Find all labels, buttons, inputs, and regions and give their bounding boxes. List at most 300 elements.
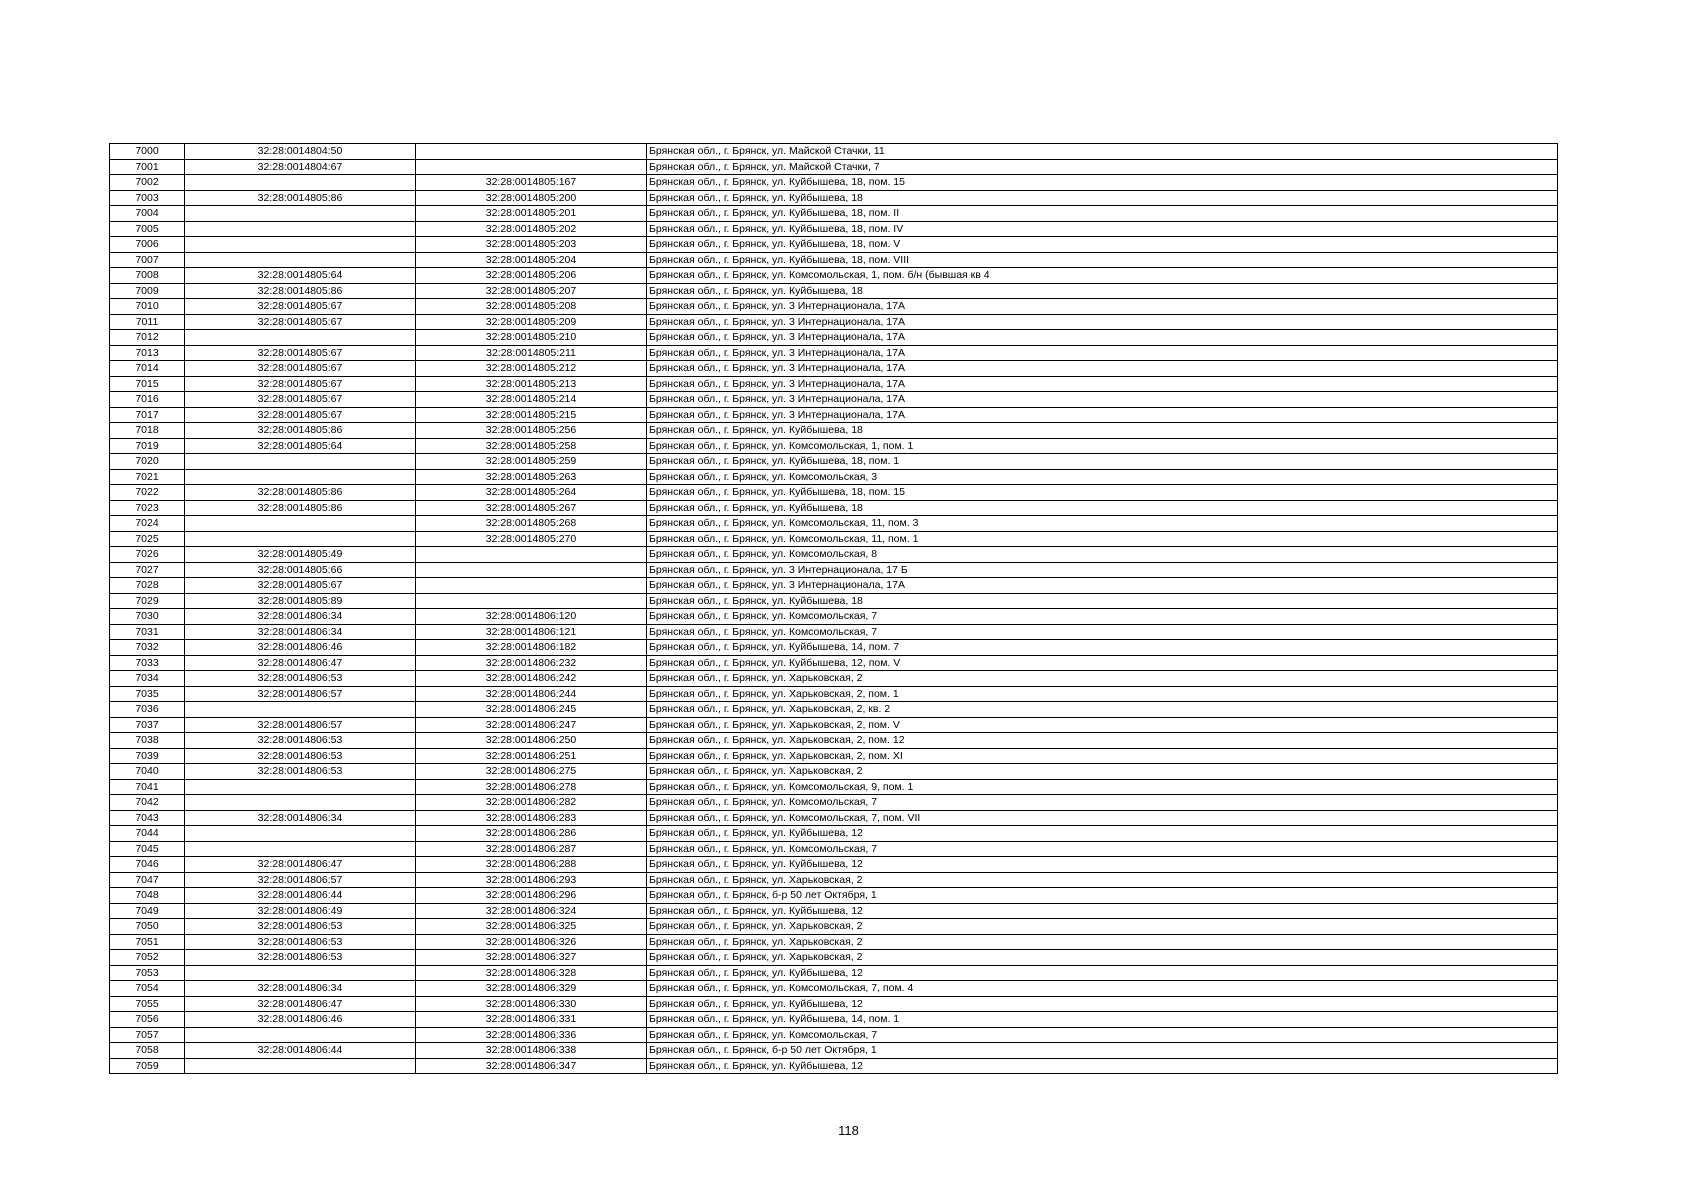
- table-row: [110, 1012, 1558, 1028]
- table-row: [110, 237, 1558, 253]
- address-cell: Брянская обл., г. Брянск, ул. Куйбышева, 18, пом. II: [647, 206, 1558, 222]
- address-cell: Брянская обл., г. Брянск, ул. Харьковская, 2, кв. 2: [647, 702, 1558, 718]
- object-cadastral-number-cell: 32:28:0014805:264: [416, 485, 647, 501]
- address-cell: Брянская обл., г. Брянск, ул. Комсомольская, 1, пом. б/н (бывшая кв 4: [647, 268, 1558, 284]
- object-cadastral-number-cell: 32:28:0014806:347: [416, 1058, 647, 1074]
- row-number-cell: 7029: [110, 593, 185, 609]
- object-cadastral-number-cell: 32:28:0014806:275: [416, 764, 647, 780]
- table-row: [110, 423, 1558, 439]
- row-number-cell: 7016: [110, 392, 185, 408]
- object-cadastral-number-cell: 32:28:0014806:296: [416, 888, 647, 904]
- table-row: [110, 609, 1558, 625]
- address-cell: Брянская обл., г. Брянск, ул. 3 Интернационала, 17А: [647, 330, 1558, 346]
- registry-table-body: [110, 144, 1558, 1074]
- address-cell: Брянская обл., г. Брянск, ул. Куйбышева, 18, пом. IV: [647, 221, 1558, 237]
- table-row: [110, 919, 1558, 935]
- address-cell: Брянская обл., г. Брянск, ул. Куйбышева, 18: [647, 500, 1558, 516]
- land-cadastral-number-cell: 32:28:0014806:53: [185, 919, 416, 935]
- land-cadastral-number-cell: 32:28:0014806:53: [185, 671, 416, 687]
- land-cadastral-number-cell: [185, 221, 416, 237]
- row-number-cell: 7019: [110, 438, 185, 454]
- object-cadastral-number-cell: 32:28:0014805:167: [416, 175, 647, 191]
- address-cell: Брянская обл., г. Брянск, ул. Харьковская, 2: [647, 919, 1558, 935]
- object-cadastral-number-cell: 32:28:0014805:206: [416, 268, 647, 284]
- address-cell: Брянская обл., г. Брянск, ул. Комсомольская, 3: [647, 469, 1558, 485]
- object-cadastral-number-cell: 32:28:0014806:278: [416, 779, 647, 795]
- object-cadastral-number-cell: 32:28:0014805:207: [416, 283, 647, 299]
- address-cell: Брянская обл., г. Брянск, ул. Комсомольская, 9, пом. 1: [647, 779, 1558, 795]
- land-cadastral-number-cell: 32:28:0014806:44: [185, 888, 416, 904]
- address-cell: Брянская обл., г. Брянск, ул. Харьковская, 2: [647, 934, 1558, 950]
- address-cell: Брянская обл., г. Брянск, ул. Куйбышева, 12: [647, 826, 1558, 842]
- land-cadastral-number-cell: 32:28:0014805:66: [185, 562, 416, 578]
- row-number-cell: 7031: [110, 624, 185, 640]
- address-cell: Брянская обл., г. Брянск, ул. Харьковская, 2, пом. 1: [647, 686, 1558, 702]
- land-cadastral-number-cell: [185, 206, 416, 222]
- row-number-cell: 7012: [110, 330, 185, 346]
- row-number-cell: 7003: [110, 190, 185, 206]
- object-cadastral-number-cell: 32:28:0014805:201: [416, 206, 647, 222]
- object-cadastral-number-cell: 32:28:0014806:338: [416, 1043, 647, 1059]
- address-cell: Брянская обл., г. Брянск, б-р 50 лет Октября, 1: [647, 888, 1558, 904]
- table-row: [110, 547, 1558, 563]
- address-cell: Брянская обл., г. Брянск, ул. Куйбышева, 18, пом. 15: [647, 175, 1558, 191]
- row-number-cell: 7059: [110, 1058, 185, 1074]
- table-row: [110, 996, 1558, 1012]
- row-number-cell: 7006: [110, 237, 185, 253]
- table-row: [110, 562, 1558, 578]
- land-cadastral-number-cell: 32:28:0014806:53: [185, 764, 416, 780]
- row-number-cell: 7051: [110, 934, 185, 950]
- land-cadastral-number-cell: 32:28:0014806:34: [185, 609, 416, 625]
- row-number-cell: 7002: [110, 175, 185, 191]
- land-cadastral-number-cell: 32:28:0014806:34: [185, 624, 416, 640]
- land-cadastral-number-cell: 32:28:0014805:86: [185, 485, 416, 501]
- land-cadastral-number-cell: 32:28:0014804:50: [185, 144, 416, 160]
- row-number-cell: 7040: [110, 764, 185, 780]
- land-cadastral-number-cell: [185, 965, 416, 981]
- address-cell: Брянская обл., г. Брянск, ул. 3 Интернационала, 17А: [647, 376, 1558, 392]
- table-row: [110, 268, 1558, 284]
- object-cadastral-number-cell: 32:28:0014806:288: [416, 857, 647, 873]
- row-number-cell: 7017: [110, 407, 185, 423]
- table-row: [110, 624, 1558, 640]
- table-row: [110, 950, 1558, 966]
- address-cell: Брянская обл., г. Брянск, ул. 3 Интернационала, 17А: [647, 314, 1558, 330]
- land-cadastral-number-cell: [185, 516, 416, 532]
- table-row: [110, 376, 1558, 392]
- object-cadastral-number-cell: 32:28:0014806:282: [416, 795, 647, 811]
- address-cell: Брянская обл., г. Брянск, ул. 3 Интернационала, 17 Б: [647, 562, 1558, 578]
- table-row: [110, 392, 1558, 408]
- table-row: [110, 795, 1558, 811]
- address-cell: Брянская обл., г. Брянск, ул. Куйбышева, 18: [647, 190, 1558, 206]
- row-number-cell: 7024: [110, 516, 185, 532]
- row-number-cell: 7004: [110, 206, 185, 222]
- address-cell: Брянская обл., г. Брянск, ул. Комсомольская, 7: [647, 624, 1558, 640]
- address-cell: Брянская обл., г. Брянск, ул. Харьковская, 2: [647, 764, 1558, 780]
- object-cadastral-number-cell: 32:28:0014806:336: [416, 1027, 647, 1043]
- row-number-cell: 7005: [110, 221, 185, 237]
- object-cadastral-number-cell: 32:28:0014805:213: [416, 376, 647, 392]
- land-cadastral-number-cell: [185, 469, 416, 485]
- address-cell: Брянская обл., г. Брянск, ул. 3 Интернационала, 17А: [647, 578, 1558, 594]
- address-cell: Брянская обл., г. Брянск, ул. Куйбышева, 14, пом. 7: [647, 640, 1558, 656]
- land-cadastral-number-cell: 32:28:0014806:57: [185, 872, 416, 888]
- address-cell: Брянская обл., г. Брянск, ул. Куйбышева, 18, пом. 15: [647, 485, 1558, 501]
- land-cadastral-number-cell: 32:28:0014805:67: [185, 407, 416, 423]
- land-cadastral-number-cell: 32:28:0014806:53: [185, 733, 416, 749]
- row-number-cell: 7047: [110, 872, 185, 888]
- table-row: [110, 748, 1558, 764]
- land-cadastral-number-cell: [185, 454, 416, 470]
- object-cadastral-number-cell: 32:28:0014806:250: [416, 733, 647, 749]
- table-row: [110, 686, 1558, 702]
- table-row: [110, 779, 1558, 795]
- object-cadastral-number-cell: 32:28:0014805:214: [416, 392, 647, 408]
- land-cadastral-number-cell: 32:28:0014805:86: [185, 283, 416, 299]
- table-row: [110, 733, 1558, 749]
- land-cadastral-number-cell: 32:28:0014805:67: [185, 314, 416, 330]
- object-cadastral-number-cell: 32:28:0014806:331: [416, 1012, 647, 1028]
- row-number-cell: 7053: [110, 965, 185, 981]
- land-cadastral-number-cell: 32:28:0014805:86: [185, 190, 416, 206]
- table-row: [110, 764, 1558, 780]
- object-cadastral-number-cell: 32:28:0014805:210: [416, 330, 647, 346]
- table-row: [110, 252, 1558, 268]
- table-row: [110, 640, 1558, 656]
- object-cadastral-number-cell: 32:28:0014805:256: [416, 423, 647, 439]
- land-cadastral-number-cell: 32:28:0014806:47: [185, 655, 416, 671]
- object-cadastral-number-cell: 32:28:0014805:209: [416, 314, 647, 330]
- object-cadastral-number-cell: 32:28:0014806:325: [416, 919, 647, 935]
- object-cadastral-number-cell: [416, 593, 647, 609]
- table-row: [110, 655, 1558, 671]
- object-cadastral-number-cell: 32:28:0014806:287: [416, 841, 647, 857]
- land-cadastral-number-cell: [185, 1058, 416, 1074]
- object-cadastral-number-cell: 32:28:0014806:329: [416, 981, 647, 997]
- table-row: [110, 934, 1558, 950]
- land-cadastral-number-cell: 32:28:0014806:34: [185, 981, 416, 997]
- table-row: [110, 345, 1558, 361]
- address-cell: Брянская обл., г. Брянск, ул. Куйбышева, 18, пом. 1: [647, 454, 1558, 470]
- object-cadastral-number-cell: 32:28:0014806:232: [416, 655, 647, 671]
- row-number-cell: 7028: [110, 578, 185, 594]
- address-cell: Брянская обл., г. Брянск, ул. Комсомольская, 1, пом. 1: [647, 438, 1558, 454]
- table-row: [110, 485, 1558, 501]
- row-number-cell: 7055: [110, 996, 185, 1012]
- table-row: [110, 469, 1558, 485]
- object-cadastral-number-cell: 32:28:0014806:286: [416, 826, 647, 842]
- land-cadastral-number-cell: 32:28:0014805:67: [185, 361, 416, 377]
- object-cadastral-number-cell: 32:28:0014806:328: [416, 965, 647, 981]
- row-number-cell: 7035: [110, 686, 185, 702]
- table-row: [110, 981, 1558, 997]
- row-number-cell: 7043: [110, 810, 185, 826]
- address-cell: Брянская обл., г. Брянск, ул. Куйбышева, 12: [647, 996, 1558, 1012]
- land-cadastral-number-cell: 32:28:0014806:57: [185, 686, 416, 702]
- object-cadastral-number-cell: 32:28:0014805:204: [416, 252, 647, 268]
- row-number-cell: 7014: [110, 361, 185, 377]
- row-number-cell: 7038: [110, 733, 185, 749]
- table-row: [110, 965, 1558, 981]
- object-cadastral-number-cell: 32:28:0014805:258: [416, 438, 647, 454]
- address-cell: Брянская обл., г. Брянск, ул. Майской Стачки, 11: [647, 144, 1558, 160]
- table-row: [110, 717, 1558, 733]
- land-cadastral-number-cell: 32:28:0014806:57: [185, 717, 416, 733]
- object-cadastral-number-cell: 32:28:0014805:267: [416, 500, 647, 516]
- address-cell: Брянская обл., г. Брянск, ул. Харьковская, 2, пом. V: [647, 717, 1558, 733]
- row-number-cell: 7032: [110, 640, 185, 656]
- row-number-cell: 7030: [110, 609, 185, 625]
- land-cadastral-number-cell: [185, 841, 416, 857]
- row-number-cell: 7021: [110, 469, 185, 485]
- object-cadastral-number-cell: 32:28:0014805:270: [416, 531, 647, 547]
- row-number-cell: 7052: [110, 950, 185, 966]
- table-row: [110, 190, 1558, 206]
- address-cell: Брянская обл., г. Брянск, ул. Харьковская, 2, пом. 12: [647, 733, 1558, 749]
- address-cell: Брянская обл., г. Брянск, ул. Комсомольская, 8: [647, 547, 1558, 563]
- row-number-cell: 7020: [110, 454, 185, 470]
- table-row: [110, 159, 1558, 175]
- row-number-cell: 7013: [110, 345, 185, 361]
- table-row: [110, 593, 1558, 609]
- object-cadastral-number-cell: 32:28:0014806:293: [416, 872, 647, 888]
- table-row: [110, 407, 1558, 423]
- land-cadastral-number-cell: [185, 702, 416, 718]
- address-cell: Брянская обл., г. Брянск, ул. Куйбышева, 18: [647, 283, 1558, 299]
- land-cadastral-number-cell: 32:28:0014805:67: [185, 299, 416, 315]
- row-number-cell: 7056: [110, 1012, 185, 1028]
- object-cadastral-number-cell: 32:28:0014806:283: [416, 810, 647, 826]
- address-cell: Брянская обл., г. Брянск, ул. Куйбышева, 18: [647, 423, 1558, 439]
- land-cadastral-number-cell: 32:28:0014805:89: [185, 593, 416, 609]
- row-number-cell: 7037: [110, 717, 185, 733]
- address-cell: Брянская обл., г. Брянск, ул. Куйбышева, 12: [647, 965, 1558, 981]
- table-row: [110, 872, 1558, 888]
- land-cadastral-number-cell: 32:28:0014804:67: [185, 159, 416, 175]
- object-cadastral-number-cell: 32:28:0014806:182: [416, 640, 647, 656]
- address-cell: Брянская обл., г. Брянск, ул. Куйбышева, 12: [647, 903, 1558, 919]
- row-number-cell: 7001: [110, 159, 185, 175]
- address-cell: Брянская обл., г. Брянск, ул. Комсомольская, 7: [647, 609, 1558, 625]
- row-number-cell: 7025: [110, 531, 185, 547]
- address-cell: Брянская обл., г. Брянск, ул. Комсомольская, 7: [647, 795, 1558, 811]
- land-cadastral-number-cell: 32:28:0014806:46: [185, 1012, 416, 1028]
- row-number-cell: 7042: [110, 795, 185, 811]
- object-cadastral-number-cell: 32:28:0014806:247: [416, 717, 647, 733]
- row-number-cell: 7018: [110, 423, 185, 439]
- row-number-cell: 7057: [110, 1027, 185, 1043]
- address-cell: Брянская обл., г. Брянск, б-р 50 лет Октября, 1: [647, 1043, 1558, 1059]
- land-cadastral-number-cell: 32:28:0014805:67: [185, 578, 416, 594]
- table-row: [110, 283, 1558, 299]
- address-cell: Брянская обл., г. Брянск, ул. Харьковская, 2: [647, 950, 1558, 966]
- address-cell: Брянская обл., г. Брянск, ул. 3 Интернационала, 17А: [647, 361, 1558, 377]
- row-number-cell: 7033: [110, 655, 185, 671]
- land-cadastral-number-cell: 32:28:0014805:86: [185, 500, 416, 516]
- address-cell: Брянская обл., г. Брянск, ул. Комсомольская, 7: [647, 1027, 1558, 1043]
- land-cadastral-number-cell: [185, 826, 416, 842]
- address-cell: Брянская обл., г. Брянск, ул. Комсомольская, 11, пом. 1: [647, 531, 1558, 547]
- table-row: [110, 826, 1558, 842]
- land-cadastral-number-cell: 32:28:0014806:53: [185, 748, 416, 764]
- address-cell: Брянская обл., г. Брянск, ул. Комсомольская, 7, пом. 4: [647, 981, 1558, 997]
- row-number-cell: 7023: [110, 500, 185, 516]
- address-cell: Брянская обл., г. Брянск, ул. Куйбышева, 12: [647, 857, 1558, 873]
- address-cell: Брянская обл., г. Брянск, ул. 3 Интернационала, 17А: [647, 299, 1558, 315]
- row-number-cell: 7046: [110, 857, 185, 873]
- registry-table: [109, 143, 1558, 1074]
- address-cell: Брянская обл., г. Брянск, ул. 3 Интернационала, 17А: [647, 345, 1558, 361]
- address-cell: Брянская обл., г. Брянск, ул. Куйбышева, 12: [647, 1058, 1558, 1074]
- object-cadastral-number-cell: 32:28:0014805:212: [416, 361, 647, 377]
- row-number-cell: 7034: [110, 671, 185, 687]
- row-number-cell: 7022: [110, 485, 185, 501]
- object-cadastral-number-cell: 32:28:0014805:268: [416, 516, 647, 532]
- address-cell: Брянская обл., г. Брянск, ул. Комсомольская, 11, пом. 3: [647, 516, 1558, 532]
- page-number: 118: [838, 1123, 859, 1138]
- row-number-cell: 7054: [110, 981, 185, 997]
- land-cadastral-number-cell: [185, 330, 416, 346]
- object-cadastral-number-cell: 32:28:0014805:211: [416, 345, 647, 361]
- table-row: [110, 888, 1558, 904]
- row-number-cell: 7011: [110, 314, 185, 330]
- object-cadastral-number-cell: [416, 562, 647, 578]
- table-row: [110, 841, 1558, 857]
- land-cadastral-number-cell: 32:28:0014805:64: [185, 268, 416, 284]
- table-row: [110, 438, 1558, 454]
- object-cadastral-number-cell: 32:28:0014805:208: [416, 299, 647, 315]
- address-cell: Брянская обл., г. Брянск, ул. 3 Интернационала, 17А: [647, 392, 1558, 408]
- object-cadastral-number-cell: 32:28:0014806:327: [416, 950, 647, 966]
- row-number-cell: 7027: [110, 562, 185, 578]
- object-cadastral-number-cell: [416, 547, 647, 563]
- land-cadastral-number-cell: 32:28:0014806:47: [185, 857, 416, 873]
- object-cadastral-number-cell: 32:28:0014805:200: [416, 190, 647, 206]
- address-cell: Брянская обл., г. Брянск, ул. Харьковская, 2, пом. XI: [647, 748, 1558, 764]
- object-cadastral-number-cell: 32:28:0014806:120: [416, 609, 647, 625]
- table-row: [110, 1027, 1558, 1043]
- land-cadastral-number-cell: [185, 252, 416, 268]
- table-row: [110, 1058, 1558, 1074]
- land-cadastral-number-cell: 32:28:0014805:67: [185, 392, 416, 408]
- table-row: [110, 221, 1558, 237]
- object-cadastral-number-cell: 32:28:0014806:244: [416, 686, 647, 702]
- object-cadastral-number-cell: 32:28:0014805:202: [416, 221, 647, 237]
- row-number-cell: 7039: [110, 748, 185, 764]
- object-cadastral-number-cell: 32:28:0014805:215: [416, 407, 647, 423]
- table-row: [110, 671, 1558, 687]
- table-row: [110, 330, 1558, 346]
- table-row: [110, 516, 1558, 532]
- row-number-cell: 7000: [110, 144, 185, 160]
- row-number-cell: 7048: [110, 888, 185, 904]
- table-row: [110, 857, 1558, 873]
- object-cadastral-number-cell: 32:28:0014806:245: [416, 702, 647, 718]
- address-cell: Брянская обл., г. Брянск, ул. Майской Стачки, 7: [647, 159, 1558, 175]
- land-cadastral-number-cell: 32:28:0014805:64: [185, 438, 416, 454]
- table-row: [110, 810, 1558, 826]
- land-cadastral-number-cell: 32:28:0014806:47: [185, 996, 416, 1012]
- land-cadastral-number-cell: [185, 531, 416, 547]
- object-cadastral-number-cell: 32:28:0014806:121: [416, 624, 647, 640]
- land-cadastral-number-cell: [185, 779, 416, 795]
- address-cell: Брянская обл., г. Брянск, ул. Куйбышева, 18, пом. VIII: [647, 252, 1558, 268]
- object-cadastral-number-cell: 32:28:0014805:263: [416, 469, 647, 485]
- land-cadastral-number-cell: [185, 175, 416, 191]
- address-cell: Брянская обл., г. Брянск, ул. Комсомольская, 7: [647, 841, 1558, 857]
- row-number-cell: 7058: [110, 1043, 185, 1059]
- table-row: [110, 206, 1558, 222]
- row-number-cell: 7009: [110, 283, 185, 299]
- land-cadastral-number-cell: 32:28:0014805:67: [185, 376, 416, 392]
- row-number-cell: 7015: [110, 376, 185, 392]
- table-row: [110, 454, 1558, 470]
- object-cadastral-number-cell: 32:28:0014805:203: [416, 237, 647, 253]
- address-cell: Брянская обл., г. Брянск, ул. Куйбышева, 18: [647, 593, 1558, 609]
- land-cadastral-number-cell: [185, 1027, 416, 1043]
- address-cell: Брянская обл., г. Брянск, ул. Куйбышева, 18, пом. V: [647, 237, 1558, 253]
- land-cadastral-number-cell: 32:28:0014806:53: [185, 950, 416, 966]
- address-cell: Брянская обл., г. Брянск, ул. Куйбышева, 14, пом. 1: [647, 1012, 1558, 1028]
- address-cell: Брянская обл., г. Брянск, ул. 3 Интернационала, 17А: [647, 407, 1558, 423]
- address-cell: Брянская обл., г. Брянск, ул. Харьковская, 2: [647, 671, 1558, 687]
- row-number-cell: 7010: [110, 299, 185, 315]
- table-row: [110, 702, 1558, 718]
- row-number-cell: 7045: [110, 841, 185, 857]
- land-cadastral-number-cell: 32:28:0014805:86: [185, 423, 416, 439]
- land-cadastral-number-cell: 32:28:0014806:44: [185, 1043, 416, 1059]
- table-row: [110, 500, 1558, 516]
- address-cell: Брянская обл., г. Брянск, ул. Харьковская, 2: [647, 872, 1558, 888]
- object-cadastral-number-cell: [416, 578, 647, 594]
- table-row: [110, 314, 1558, 330]
- row-number-cell: 7036: [110, 702, 185, 718]
- table-row: [110, 299, 1558, 315]
- row-number-cell: 7050: [110, 919, 185, 935]
- address-cell: Брянская обл., г. Брянск, ул. Куйбышева, 12, пом. V: [647, 655, 1558, 671]
- table-row: [110, 144, 1558, 160]
- table-row: [110, 578, 1558, 594]
- row-number-cell: 7041: [110, 779, 185, 795]
- row-number-cell: 7044: [110, 826, 185, 842]
- table-row: [110, 531, 1558, 547]
- land-cadastral-number-cell: [185, 237, 416, 253]
- table-row: [110, 361, 1558, 377]
- row-number-cell: 7007: [110, 252, 185, 268]
- row-number-cell: 7008: [110, 268, 185, 284]
- table-row: [110, 1043, 1558, 1059]
- land-cadastral-number-cell: 32:28:0014806:34: [185, 810, 416, 826]
- object-cadastral-number-cell: 32:28:0014806:251: [416, 748, 647, 764]
- address-cell: Брянская обл., г. Брянск, ул. Комсомольская, 7, пом. VII: [647, 810, 1558, 826]
- row-number-cell: 7049: [110, 903, 185, 919]
- object-cadastral-number-cell: 32:28:0014806:242: [416, 671, 647, 687]
- object-cadastral-number-cell: 32:28:0014806:330: [416, 996, 647, 1012]
- land-cadastral-number-cell: 32:28:0014805:67: [185, 345, 416, 361]
- land-cadastral-number-cell: 32:28:0014806:53: [185, 934, 416, 950]
- object-cadastral-number-cell: 32:28:0014806:326: [416, 934, 647, 950]
- land-cadastral-number-cell: [185, 795, 416, 811]
- object-cadastral-number-cell: [416, 144, 647, 160]
- land-cadastral-number-cell: 32:28:0014805:49: [185, 547, 416, 563]
- object-cadastral-number-cell: 32:28:0014805:259: [416, 454, 647, 470]
- row-number-cell: 7026: [110, 547, 185, 563]
- table-row: [110, 175, 1558, 191]
- land-cadastral-number-cell: 32:28:0014806:49: [185, 903, 416, 919]
- object-cadastral-number-cell: [416, 159, 647, 175]
